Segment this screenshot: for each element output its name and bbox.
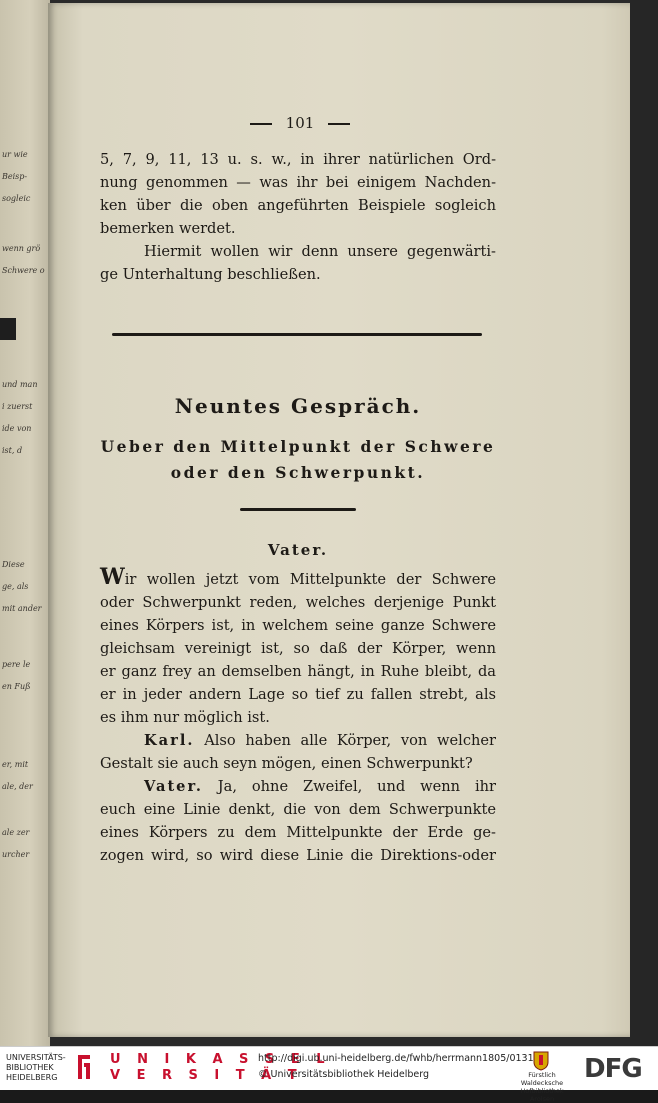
text-line-rest: Ja, ohne Zweifel, und wenn ihr — [217, 778, 497, 795]
text-line: zogen wird, so wird diese Linie die Direktions-oder — [100, 847, 496, 864]
text-line: bemerken werdet. — [100, 220, 236, 237]
arolsen-crest-icon — [533, 1051, 549, 1071]
logo-text-line: Hofbibliothek Arolsen — [520, 1087, 564, 1103]
speaker-heading: Vater. — [267, 541, 329, 559]
scan-background-right — [630, 0, 658, 1046]
text-line: eines Körpers ist, in welchem seine ganze Schwere — [100, 617, 496, 634]
logo-text-line: V E R S I T Ä T — [110, 1068, 303, 1083]
subtitle-line: oder den Schwerpunkt. — [170, 463, 426, 482]
left-edge-fragment: ale, der — [2, 782, 33, 791]
text-line: er ganz frey an demselben hängt, in Ruhe bleibt, da — [100, 663, 496, 680]
text-line-rest: Also haben alle Körper, von welcher — [204, 732, 497, 749]
text-line — [100, 566, 496, 591]
dialogue-body — [100, 566, 496, 867]
left-edge-fragment: i zuerst — [2, 402, 33, 411]
previous-chapter-ending — [100, 148, 496, 286]
uni-heidelberg-logo[interactable] — [6, 1053, 66, 1083]
short-divider-rule — [240, 508, 356, 511]
dfg-logo[interactable]: DFG — [584, 1054, 642, 1084]
left-edge-fragment: Beisp- — [2, 172, 28, 181]
left-edge-fragment: ur wie — [2, 150, 28, 159]
left-edge-fragment: Schwere o — [2, 266, 45, 275]
text-line: ken über die oben angeführten Beispiele sogleich — [100, 197, 496, 214]
left-edge-fragment: und man — [2, 380, 38, 389]
text-line: nung genommen — was ihr bei einigem Nachden- — [100, 174, 496, 191]
left-edge-fragment: ge, als — [2, 582, 29, 591]
uni-kassel-logo-icon — [74, 1051, 94, 1083]
left-edge-fragment: wenn grö — [2, 244, 41, 253]
logo-text-line: U N I K A S S E L — [110, 1052, 331, 1067]
text-line: euch eine Linie denkt, die von dem Schwerpunkte — [100, 801, 496, 818]
section-divider-rule — [112, 333, 482, 336]
page-number — [230, 114, 370, 132]
digitization-footer — [0, 1046, 658, 1103]
page-number-dash-right — [328, 123, 350, 125]
left-edge-fragment: ide von — [2, 424, 32, 433]
left-edge-fragment: ale zer — [2, 828, 30, 837]
speaker-karl: Karl. — [144, 732, 195, 749]
left-edge-fragment: urcher — [2, 850, 30, 859]
permalink-url[interactable]: http://digi.ub.uni-heidelberg.de/fwhb/herrmann1805/0131 — [258, 1053, 534, 1064]
text-line: oder Schwerpunkt reden, welches derjenige Punkt — [100, 594, 496, 611]
chapter-subtitle — [100, 434, 496, 486]
text-line-rest: ir wollen jetzt vom Mittelpunkte der Schwere — [124, 571, 496, 588]
logo-text-line: Fürstlich Waldecksche — [520, 1071, 564, 1087]
subtitle-line: Ueber den Mittelpunkt der Schwere — [100, 437, 496, 456]
left-edge-fragment: sogleic — [2, 194, 31, 203]
logo-text-line: BIBLIOTHEK — [6, 1063, 54, 1072]
text-line: ge Unterhaltung beschließen. — [100, 266, 321, 283]
page-number-value: 101 — [285, 114, 315, 132]
page-number-dash-left — [250, 123, 272, 125]
text-line: Hiermit wollen wir denn unsere gegenwärti- — [144, 243, 496, 260]
left-edge-fragment: Diese — [2, 560, 25, 569]
speaker-vater: Vater. — [144, 778, 203, 795]
text-line — [100, 729, 496, 752]
arolsen-library-logo[interactable] — [508, 1071, 576, 1103]
page-clip-mark — [0, 318, 16, 340]
drop-cap: W — [100, 564, 125, 590]
text-line: er in jeder andern Lage so tief zu fallen strebt, als — [100, 686, 496, 703]
left-edge-fragment: ist, d — [2, 446, 23, 455]
left-edge-fragment: pere le — [2, 660, 31, 669]
logo-text-line: UNIVERSITÄTS- — [6, 1053, 66, 1062]
text-line: 5, 7, 9, 11, 13 u. s. w., in ihrer natürlichen Ord- — [100, 151, 496, 168]
text-line: Gestalt sie auch seyn mögen, einen Schwerpunkt? — [100, 755, 473, 772]
text-line: es ihm nur möglich ist. — [100, 709, 270, 726]
left-edge-fragment: en Fuß — [2, 682, 31, 691]
text-line — [100, 775, 496, 798]
copyright-notice: © Universitätsbibliothek Heidelberg — [258, 1069, 430, 1080]
left-page-edge — [0, 0, 50, 1046]
left-edge-fragment: mit ander — [2, 604, 42, 613]
text-line: gleichsam vereinigt ist, so daß der Körper, wenn — [100, 640, 496, 657]
left-edge-fragment: er, mit — [2, 760, 29, 769]
chapter-title: Neuntes Gespräch. — [174, 394, 422, 418]
text-line: eines Körpers zu dem Mittelpunkte der Erde ge- — [100, 824, 496, 841]
logo-text-line: HEIDELBERG — [6, 1073, 58, 1082]
